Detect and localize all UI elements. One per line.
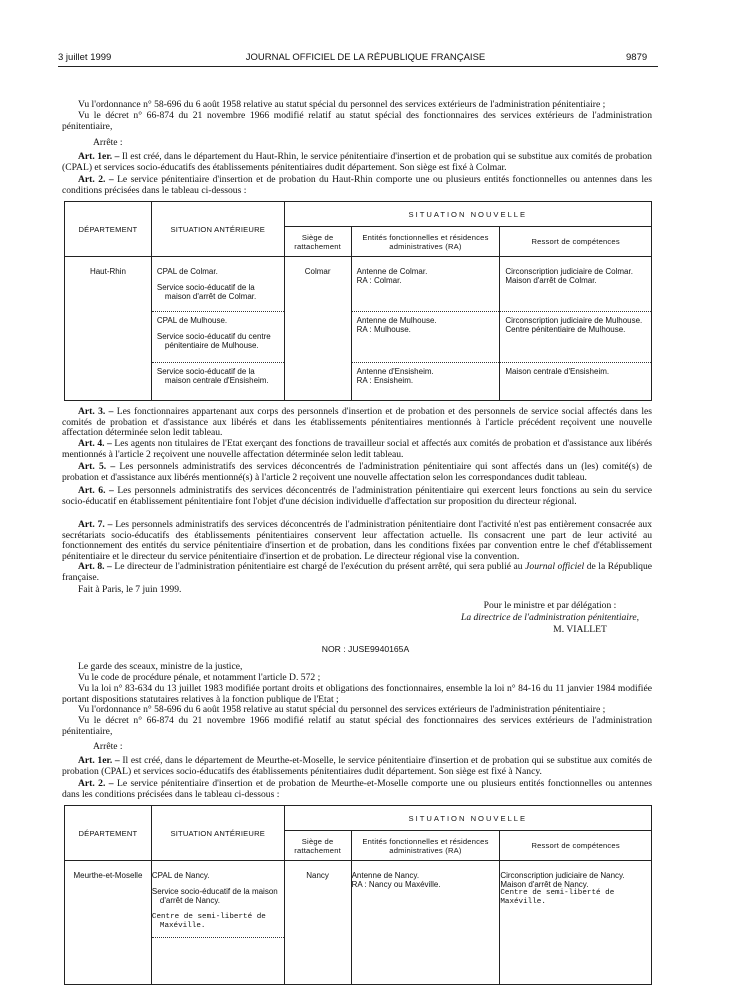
decree2-table	[64, 805, 652, 985]
table-row	[500, 257, 651, 311]
article-label: Art. 1er. –	[78, 755, 120, 766]
article-text: Les personnels administratifs des services déconcentrés de l'administration pénitentiaire qui sont affectés dans un (les) comité(s) de probation et d'assistance aux libérés mentionné(s) à l'article 2 reçoivent une nouvelle affectation selon les correspondances dudit tableau.	[62, 461, 653, 483]
decree2-visa-loi: Vu la loi n° 83-634 du 13 juillet 1983 modifiée portant droits et obligations des fonctionnaires, ensemble la loi n° 84-16 du 11 janvier 1984 modifiée portant dispositions statutaires relatives à la fonction publique de l'Etat ;	[62, 683, 652, 705]
cell-text: Service socio-éducatif de la maison d'arrêt de Colmar.	[156, 283, 257, 301]
cell-text: CPAL de Colmar.	[156, 267, 218, 276]
article-label: Art. 8. –	[78, 561, 112, 572]
article-label: Art. 1er. –	[78, 151, 120, 162]
article-text: Le service pénitentiaire d'insertion et de probation de Meurthe-et-Moselle comporte une ou plusieurs entités fonctionnelles ou antennes dans les conditions précisées dans le tableau ci-dessous :	[62, 778, 652, 800]
dotted-separator	[152, 937, 284, 938]
article-text: Les agents non titulaires de l'Etat exerçant des fonctions de travailleur social et affectés aux comités de probation et d'assistance aux libérés mentionnés à l'article 2 reçoivent une nouvelle affectation déterminée selon ledit tableau.	[62, 438, 652, 460]
decree1-article-7	[62, 520, 652, 562]
table-row	[500, 311, 651, 362]
table-row	[152, 311, 284, 362]
cell-text: Antenne d'Ensisheim.	[356, 367, 434, 376]
decree2-article-2	[62, 779, 652, 800]
article-label: Art. 5. –	[78, 461, 116, 472]
cell-text: RA : Nancy ou Maxéville.	[351, 880, 441, 889]
cell-text: Circonscription judiciaire de Nancy.	[500, 871, 625, 880]
article-label: Art. 7. –	[78, 519, 113, 530]
decree1-fait: Fait à Paris, le 7 juin 1999.	[78, 584, 182, 595]
cell-text: RA : Colmar.	[356, 276, 402, 285]
decree1-visa-decret: Vu le décret n° 66-874 du 21 novembre 1966 modifié relatif au statut spécial des fonctionnaires des services extérieurs de l'administration pénitentiaire,	[62, 110, 652, 132]
table-cell-departement: Meurthe-et-Moselle	[65, 861, 152, 985]
decree2-preamble: Le garde des sceaux, ministre de la justice,	[78, 661, 243, 672]
table-row	[352, 311, 500, 362]
cell-text: Maison d'arrêt de Nancy.	[500, 880, 589, 889]
article-text: Les personnels administratifs des services déconcentrés de l'administration pénitentiaire qui exercent leurs fonctions au sein du service socio-éducatif en établissement pénitentiaire font l'objet d'une décision individuelle d'affectation sur proposition du directeur régional.	[62, 485, 652, 507]
col-header-siege: Siège de rattachement	[284, 831, 351, 861]
decree2-visa-ordonnance: Vu l'ordonnance n° 58-696 du 6 août 1958 relative au statut spécial du personnel des services extérieurs de l'administration pénitentiaire ;	[78, 704, 606, 715]
col-header-entites: Entités fonctionnelles et résidences administratives (RA)	[351, 227, 500, 257]
col-header-departement: DÉPARTEMENT	[65, 202, 152, 257]
table-cell-entites	[351, 861, 500, 985]
decree2-article-1	[62, 756, 652, 777]
article-text-italic: Journal officiel	[525, 561, 585, 572]
article-text: Les personnels administratifs des services déconcentrés de l'administration pénitentiaire dont l'activité n'est pas entièrement consacrée aux secrétariats socio-éducatifs des établissements pénitentiaires conservent leur affectation actuelle. Ils consacrent une part de leur activité au fonctionnement des entités du service pénitentiaire d'insertion et de probation, dans les conditions fixées par convention entre le chef d'établissement pénitentiaire et le directeur du service pénitentiaire d'insertion et de probation. Le directeur régional vise la convention.	[62, 519, 652, 562]
cell-text: Service socio-éducatif de la maison d'arrêt de Nancy.	[151, 887, 278, 905]
header-date: 3 juillet 1999	[58, 52, 112, 63]
decree2-visa-decret: Vu le décret n° 66-874 du 21 novembre 1966 modifié relatif au statut spécial des fonctionnaires des services extérieurs de l'administration pénitentiaire,	[62, 715, 652, 737]
cell-text: Centre pénitentiaire de Mulhouse.	[505, 325, 626, 334]
header-rule	[58, 66, 658, 67]
header-page-number: 9879	[626, 52, 648, 63]
decree1-article-3	[62, 407, 652, 439]
table-cell-siege: Colmar	[284, 257, 351, 401]
decree1-article-2	[62, 175, 652, 196]
cell-text: RA : Mulhouse.	[356, 325, 411, 334]
article-label: Art. 2. –	[78, 778, 114, 789]
cell-text: Centre de semi-liberté de Maxéville.	[500, 889, 615, 906]
article-text: Le service pénitentiaire d'insertion et de probation du Haut-Rhin comporte une ou plusieurs entités fonctionnelles ou antennes dans les conditions précisées dans le tableau ci-dessous :	[62, 174, 652, 196]
cell-text: CPAL de Mulhouse.	[156, 316, 228, 325]
nor-reference: NOR : JUSE9940165A	[321, 644, 410, 654]
decree1-arrete: Arrête :	[93, 137, 123, 148]
col-header-situation-nouvelle: SITUATION NOUVELLE	[284, 806, 651, 831]
cell-text: Antenne de Nancy.	[351, 871, 420, 880]
table-row	[152, 257, 284, 311]
article-text: de la République française.	[62, 561, 653, 583]
decree2-visa-code: Vu le code de procédure pénale, et notamment l'article D. 572 ;	[78, 672, 321, 683]
table-cell-situation-anterieure	[151, 861, 284, 985]
article-label: Art. 6. –	[78, 485, 114, 496]
col-header-siege: Siège de rattachement	[284, 227, 351, 257]
decree1-visa-ordonnance: Vu l'ordonnance n° 58-696 du 6 août 1958 relative au statut spécial du personnel des services extérieurs de l'administration pénitentiaire ;	[78, 99, 606, 110]
table-cell-ressort	[500, 257, 652, 401]
decree2-arrete: Arrête :	[93, 741, 123, 752]
table-cell-entites	[351, 257, 500, 401]
decree1-table	[64, 201, 652, 401]
cell-text: Maison centrale d'Ensisheim.	[505, 367, 610, 376]
cell-text: Service socio-éducatif de la maison centrale d'Ensisheim.	[156, 367, 269, 385]
decree1-article-1	[62, 152, 652, 173]
signature-title: La directrice de l'administration pénitentiaire,	[460, 612, 639, 623]
decree1-article-4	[62, 439, 652, 460]
table-cell-ressort	[500, 861, 652, 985]
decree1-article-6	[62, 486, 652, 507]
cell-text: Antenne de Mulhouse.	[356, 316, 437, 325]
decree1-article-5	[62, 462, 652, 483]
article-label: Art. 4. –	[78, 438, 112, 449]
article-text: Il est créé, dans le département de Meurthe-et-Moselle, le service pénitentiaire d'insertion et de probation qui se substitue aux comités de probation (CPAL) et services socio-éducatifs des établissements pénitentiaires dudit département. Son siège est fixé à Nancy.	[62, 755, 652, 777]
col-header-situation-nouvelle: SITUATION NOUVELLE	[284, 202, 651, 227]
table-row	[352, 362, 500, 389]
col-header-departement: DÉPARTEMENT	[65, 806, 152, 861]
article-text: Les fonctionnaires appartenant aux corps des personnels d'insertion et de probation et des personnels de service social affectés dans les comités de probation et d'assistance aux libérés et dans les établissements pénitentiaires mentionnés à l'article précédent reçoivent une nouvelle affectation déterminée selon ledit tableau.	[62, 406, 652, 439]
col-header-ressort: Ressort de compétences	[500, 227, 652, 257]
table-cell-siege: Nancy	[284, 861, 351, 985]
cell-text: Antenne de Colmar.	[356, 267, 428, 276]
cell-text: Circonscription judiciaire de Mulhouse.	[505, 316, 643, 325]
article-text: Le directeur de l'administration pénitentiaire est chargé de l'exécution du présent arrêté, qui sera publié au	[114, 561, 526, 572]
article-label: Art. 2. –	[78, 174, 114, 185]
cell-text: CPAL de Nancy.	[151, 871, 210, 880]
cell-text: RA : Ensisheim.	[356, 376, 414, 385]
table-row	[500, 362, 651, 380]
signature-name: M. VIALLET	[553, 624, 607, 635]
cell-text: Maison d'arrêt de Colmar.	[505, 276, 597, 285]
table-cell-situation-anterieure	[151, 257, 284, 401]
cell-text: Circonscription judiciaire de Colmar.	[505, 267, 633, 276]
article-text: Il est créé, dans le département du Haut-Rhin, le service pénitentiaire d'insertion et de probation qui se substitue aux comités de probation (CPAL) et services socio-éducatifs des établissements pénitentiaires dudit département. Son siège est fixé à Colmar.	[62, 151, 652, 173]
col-header-entites: Entités fonctionnelles et résidences administratives (RA)	[351, 831, 500, 861]
signature-delegation: Pour le ministre et par délégation :	[483, 600, 617, 611]
table-cell-departement: Haut-Rhin	[65, 257, 152, 401]
header-journal: JOURNAL OFFICIEL DE LA RÉPUBLIQUE FRANÇAISE	[245, 52, 486, 63]
col-header-situation-anterieure: SITUATION ANTÉRIEURE	[151, 806, 284, 861]
cell-text: Service socio-éducatif du centre pénitentiaire de Mulhouse.	[156, 332, 271, 350]
cell-text: Centre de semi-liberté de Maxéville.	[151, 913, 266, 930]
decree1-article-8	[62, 562, 652, 583]
article-label: Art. 3. –	[78, 406, 114, 417]
table-row	[152, 362, 284, 389]
col-header-ressort: Ressort de compétences	[500, 831, 652, 861]
table-row	[352, 257, 500, 311]
col-header-situation-anterieure: SITUATION ANTÉRIEURE	[151, 202, 284, 257]
